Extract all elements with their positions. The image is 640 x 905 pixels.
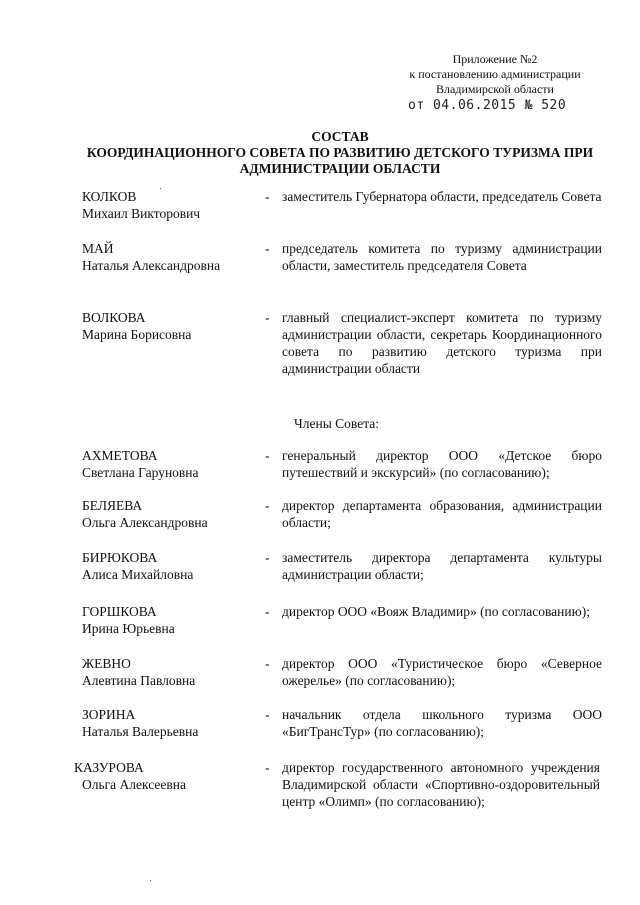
dash-separator: - (265, 707, 270, 722)
person-surname: БЕЛЯЕВА (82, 498, 143, 513)
dash-separator: - (265, 760, 270, 775)
person-surname: АХМЕТОВА (82, 448, 158, 463)
person-role: директор государственного автономного учреждения Владимирской области «Спортивно-оздоровительный центр «Олимп» (по согласованию); (282, 760, 600, 809)
person-name (82, 240, 257, 274)
dash-separator: - (265, 189, 270, 204)
person-name (82, 309, 257, 343)
person-surname: КАЗУРОВА (74, 760, 144, 775)
person-role: заместитель Губернатора области, председатель Совета (282, 189, 602, 204)
person-surname: ЗОРИНА (82, 707, 136, 722)
person-role: директор ООО «Туристическое бюро «Северное ожерелье» (по согласованию); (282, 656, 602, 688)
person-surname: ГОРШКОВА (82, 604, 157, 619)
person-role: заместитель директора департамента культуры администрации области; (282, 550, 602, 582)
title-line-2: КООРДИНАЦИОННОГО СОВЕТА ПО РАЗВИТИЮ ДЕТСКОГО ТУРИЗМА ПРИ (86, 145, 594, 160)
dash-separator: - (265, 550, 270, 565)
person-name (82, 655, 257, 689)
person-given-name: Ольга Алексеевна (82, 777, 186, 792)
appendix-resolution: к постановлению администрации (409, 67, 581, 81)
person-name (82, 447, 257, 481)
person-surname: ВОЛКОВА (82, 310, 146, 325)
person-surname: БИРЮКОВА (82, 550, 158, 565)
person-given-name: Наталья Александровна (82, 258, 221, 273)
person-given-name: Михаил Викторович (82, 206, 201, 221)
date-number-stamp: от 04.06.2015 № 520 (408, 98, 567, 113)
dash-separator: - (265, 498, 270, 513)
dash-separator: - (265, 656, 270, 671)
person-role: директор департамента образования, администрации области; (282, 498, 602, 530)
members-heading: Члены Совета: (294, 416, 380, 431)
person-role: главный специалист-эксперт комитета по туризму администрации области, секретарь Координационного совета по развитию детского туризма при администрации области (282, 310, 602, 376)
person-surname: КОЛКОВ (82, 189, 137, 204)
person-surname: ЖЕВНО (82, 656, 131, 671)
person-role: директор ООО «Вояж Владимир» (по согласованию); (282, 604, 590, 619)
appendix-number: Приложение №2 (452, 52, 538, 66)
person-role: генеральный директор ООО «Детское бюро путешествий и экскурсий» (по согласованию); (282, 448, 602, 480)
dash-separator: - (265, 310, 270, 325)
person-surname: МАЙ (82, 241, 114, 256)
person-given-name: Наталья Валерьевна (82, 724, 199, 739)
person-given-name: Ирина Юрьевна (82, 621, 175, 636)
title-line-1: СОСТАВ (311, 129, 369, 144)
person-name (82, 706, 257, 740)
person-role: председатель комитета по туризму администрации области, заместитель председателя Совета (282, 241, 602, 273)
person-name (82, 497, 257, 531)
person-given-name: Ольга Александровна (82, 515, 208, 530)
scan-speck (150, 880, 151, 881)
dash-separator: - (265, 604, 270, 619)
person-given-name: Светлана Гаруновна (82, 465, 199, 480)
appendix-region: Владимирской области (436, 82, 554, 96)
person-role: начальник отдела школьного туризма ООО «БигТрансТур» (по согласованию); (282, 707, 602, 739)
scan-speck (160, 188, 161, 189)
dash-separator: - (265, 241, 270, 256)
appendix-header (395, 52, 595, 97)
person-given-name: Алиса Михайловна (82, 567, 194, 582)
person-given-name: Алевтина Павловна (82, 673, 196, 688)
person-name (82, 603, 257, 637)
person-name (82, 188, 257, 222)
person-name (74, 759, 249, 793)
person-name (82, 549, 257, 583)
title-line-3: АДМИНИСТРАЦИИ ОБЛАСТИ (239, 161, 441, 176)
document-title (80, 129, 600, 177)
dash-separator: - (265, 448, 270, 463)
person-given-name: Марина Борисовна (82, 327, 192, 342)
